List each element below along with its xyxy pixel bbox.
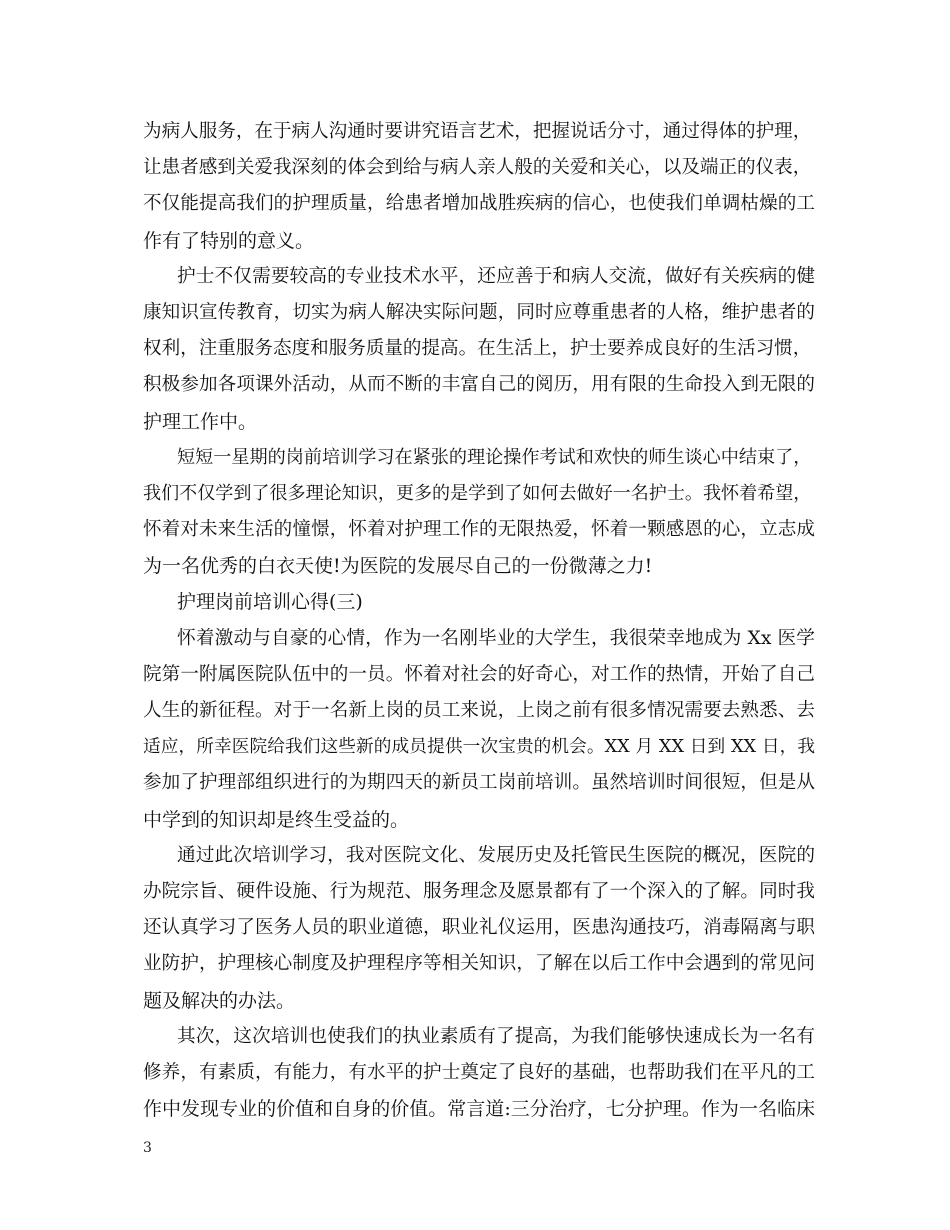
text-line: 修养，有素质，有能力，有水平的护士奠定了良好的基础，也帮助我们在平凡的工 <box>143 1061 815 1083</box>
text-line: 我们不仅学到了很多理论知识，更多的是学到了如何去做好一名护士。我怀着希望， <box>143 482 812 504</box>
text-line: 短短一星期的岗前培训学习在紧张的理论操作考试和欢快的师生谈心中结束了， <box>177 446 812 468</box>
text-line: 中学到的知识却是终生受益的。 <box>143 808 410 831</box>
text-line: 通过此次培训学习，我对医院文化、发展历史及托管民生医院的概况，医院的 <box>177 844 815 866</box>
text-line: 让患者感到关爱我深刻的体会到给与病人亲人般的关爱和关心，以及端正的仪表， <box>143 157 812 179</box>
text-line: 护理岗前培训心得(三) <box>177 591 363 614</box>
text-line: 积极参加各项课外活动，从而不断的丰富自己的阅历，用有限的生命投入到无限的 <box>143 374 815 396</box>
text-line: 怀着激动与自豪的心情，作为一名刚毕业的大学生，我很荣幸地成为 Xx 医学 <box>177 627 815 649</box>
text-line: 适应，所幸医院给我们这些新的成员提供一次宝贵的机会。XX 月 XX 日到 XX 日，我 <box>143 737 815 758</box>
text-line: 为一名优秀的白衣天使!为医院的发展尽自己的一份微薄之力! <box>143 555 653 578</box>
text-line: 护理工作中。 <box>143 410 258 433</box>
text-line: 参加了护理部组织进行的为期四天的新员工岗前培训。虽然培训时间很短，但是从 <box>143 772 815 794</box>
text-line: 康知识宣传教育，切实为病人解决实际问题，同时应尊重患者的人格，维护患者的 <box>143 301 815 323</box>
text-line: 作有了特别的意义。 <box>143 229 315 252</box>
text-line: 不仅能提高我们的护理质量，给患者增加战胜疾病的信心，也使我们单调枯燥的工 <box>143 193 815 215</box>
text-line: 为病人服务，在于病人沟通时要讲究语言艺术，把握说话分寸，通过得体的护理， <box>143 121 812 142</box>
text-line: 院第一附属医院队伍中的一员。怀着对社会的好奇心，对工作的热情，开始了自己 <box>143 663 815 685</box>
document-body <box>143 114 815 1127</box>
text-line: 怀着对未来生活的憧憬，怀着对护理工作的无限热爱，怀着一颗感恩的心，立志成 <box>143 519 815 541</box>
text-line: 题及解决的办法。 <box>143 989 296 1012</box>
text-line: 权利，注重服务态度和服务质量的提高。在生活上，护士要养成良好的生活习惯， <box>143 338 812 360</box>
text-line: 其次，这次培训也使我们的执业素质有了提高，为我们能够快速成长为一名有 <box>177 1025 815 1047</box>
page-number: 3 <box>143 1140 152 1156</box>
text-line: 还认真学习了医务人员的职业道德，职业礼仪运用，医患沟通技巧，消毒隔离与职 <box>143 917 815 939</box>
text-line: 人生的新征程。对于一名新上岗的员工来说，上岗之前有很多情况需要去熟悉、去 <box>143 700 815 721</box>
text-line: 作中发现专业的价值和自身的价值。常言道:三分治疗，七分护理。作为一名临床 <box>143 1098 815 1121</box>
text-line: 办院宗旨、硬件设施、行为规范、服务理念及愿景都有了一个深入的了解。同时我 <box>143 880 815 902</box>
text-line: 业防护，护理核心制度及护理程序等相关知识，了解在以后工作中会遇到的常见问 <box>143 953 815 975</box>
text-line: 护士不仅需要较高的专业技术水平，还应善于和病人交流，做好有关疾病的健 <box>177 265 815 287</box>
